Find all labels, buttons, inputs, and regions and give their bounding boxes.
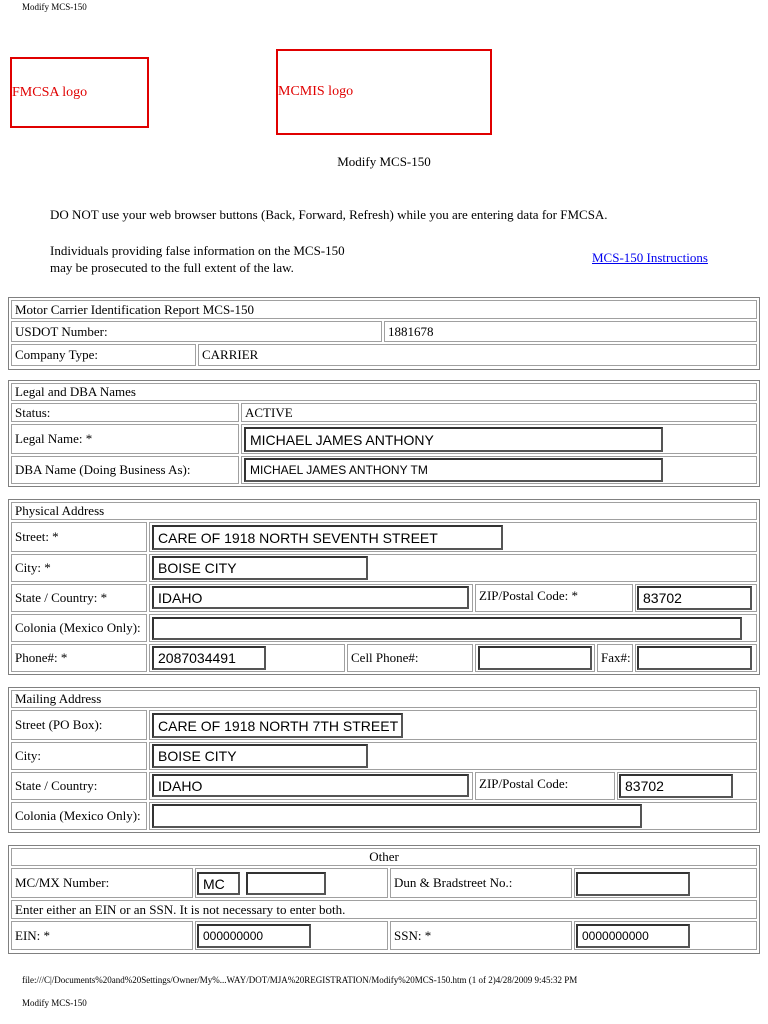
mailing-colonia-label: Colonia (Mexico Only): xyxy=(11,802,147,830)
print-footer-title: Modify MCS-150 xyxy=(22,998,87,1008)
fax-input[interactable] xyxy=(637,646,752,670)
physical-colonia-input[interactable] xyxy=(152,617,742,640)
dun-bradstreet-input[interactable] xyxy=(576,872,690,896)
dun-bradstreet-label: Dun & Bradstreet No.: xyxy=(390,868,572,898)
physical-address-heading: Physical Address xyxy=(11,502,757,520)
physical-zip-input[interactable]: 83702 xyxy=(637,586,752,610)
usdot-label: USDOT Number: xyxy=(11,321,382,342)
mc-mx-label: MC/MX Number: xyxy=(11,868,193,898)
physical-city-label: City: * xyxy=(11,554,147,582)
legal-name-label: Legal Name: * xyxy=(11,424,239,454)
mailing-colonia-input[interactable] xyxy=(152,804,642,828)
other-heading: Other xyxy=(11,848,757,866)
false-info-line1: Individuals providing false information on the MCS-150 xyxy=(50,243,345,258)
legal-dba-heading: Legal and DBA Names xyxy=(11,383,757,401)
mailing-city-label: City: xyxy=(11,742,147,770)
phone-input[interactable]: 2087034491 xyxy=(152,646,266,670)
dba-name-input[interactable]: MICHAEL JAMES ANTHONY TM xyxy=(244,458,663,482)
report-heading: Motor Carrier Identification Report MCS-150 xyxy=(11,300,757,319)
cell-phone-input[interactable] xyxy=(478,646,592,670)
false-info-line2: may be prosecuted to the full extent of the law. xyxy=(50,260,294,275)
ssn-input[interactable]: 0000000000 xyxy=(576,924,690,948)
physical-street-input[interactable]: CARE OF 1918 NORTH SEVENTH STREET xyxy=(152,525,503,550)
phone-label: Phone#: * xyxy=(11,644,147,672)
fmcsa-logo-text: FMCSA logo xyxy=(12,84,88,100)
mc-number-input[interactable] xyxy=(246,872,326,895)
ein-ssn-note: Enter either an EIN or an SSN. It is not necessary to enter both. xyxy=(11,900,757,919)
mailing-state-label: State / Country: xyxy=(11,772,147,800)
physical-state-label: State / Country: * xyxy=(11,584,147,612)
mcs150-instructions-link[interactable]: MCS-150 Instructions xyxy=(592,250,708,265)
physical-street-label: Street: * xyxy=(11,522,147,552)
dba-name-label: DBA Name (Doing Business As): xyxy=(11,456,239,484)
mailing-zip-label: ZIP/Postal Code: xyxy=(475,772,615,800)
mailing-state-input[interactable]: IDAHO xyxy=(152,774,469,797)
print-footer-path: file:///C|/Documents%20and%20Settings/Owner/My%...WAY/DOT/MJA%20REGISTRATION/Modify%20MCS-150.htm (1 of 2)4/28/2009 9:45:32 PM xyxy=(22,975,578,985)
physical-colonia-label: Colonia (Mexico Only): xyxy=(11,614,147,642)
ssn-label: SSN: * xyxy=(390,921,572,950)
usdot-value: 1881678 xyxy=(384,321,757,342)
ein-input[interactable]: 000000000 xyxy=(197,924,311,948)
browser-warning: DO NOT use your web browser buttons (Back, Forward, Refresh) while you are entering data for FMCSA. xyxy=(50,207,608,222)
page-title: Modify MCS-150 xyxy=(337,154,431,169)
mailing-street-input[interactable]: CARE OF 1918 NORTH 7TH STREET xyxy=(152,713,403,738)
print-header-title: Modify MCS-150 xyxy=(22,2,87,12)
mc-prefix-input[interactable]: MC xyxy=(197,872,240,895)
mailing-address-heading: Mailing Address xyxy=(11,690,757,708)
legal-name-input[interactable]: MICHAEL JAMES ANTHONY xyxy=(244,427,663,452)
fmcsa-logo xyxy=(10,57,149,128)
mailing-city-input[interactable]: BOISE CITY xyxy=(152,744,368,768)
physical-zip-label: ZIP/Postal Code: * xyxy=(475,584,633,612)
mailing-zip-input[interactable]: 83702 xyxy=(619,774,733,798)
ein-label: EIN: * xyxy=(11,921,193,950)
mcmis-logo-text: MCMIS logo xyxy=(278,84,354,99)
company-type-value: CARRIER xyxy=(198,344,757,366)
status-value: ACTIVE xyxy=(241,403,757,422)
company-type-label: Company Type: xyxy=(11,344,196,366)
physical-city-input[interactable]: BOISE CITY xyxy=(152,556,368,580)
status-label: Status: xyxy=(11,403,239,422)
fax-label: Fax#: xyxy=(597,644,633,672)
mcmis-logo xyxy=(276,49,492,135)
physical-state-input[interactable]: IDAHO xyxy=(152,586,469,609)
mailing-street-label: Street (PO Box): xyxy=(11,710,147,740)
cell-phone-label: Cell Phone#: xyxy=(347,644,473,672)
